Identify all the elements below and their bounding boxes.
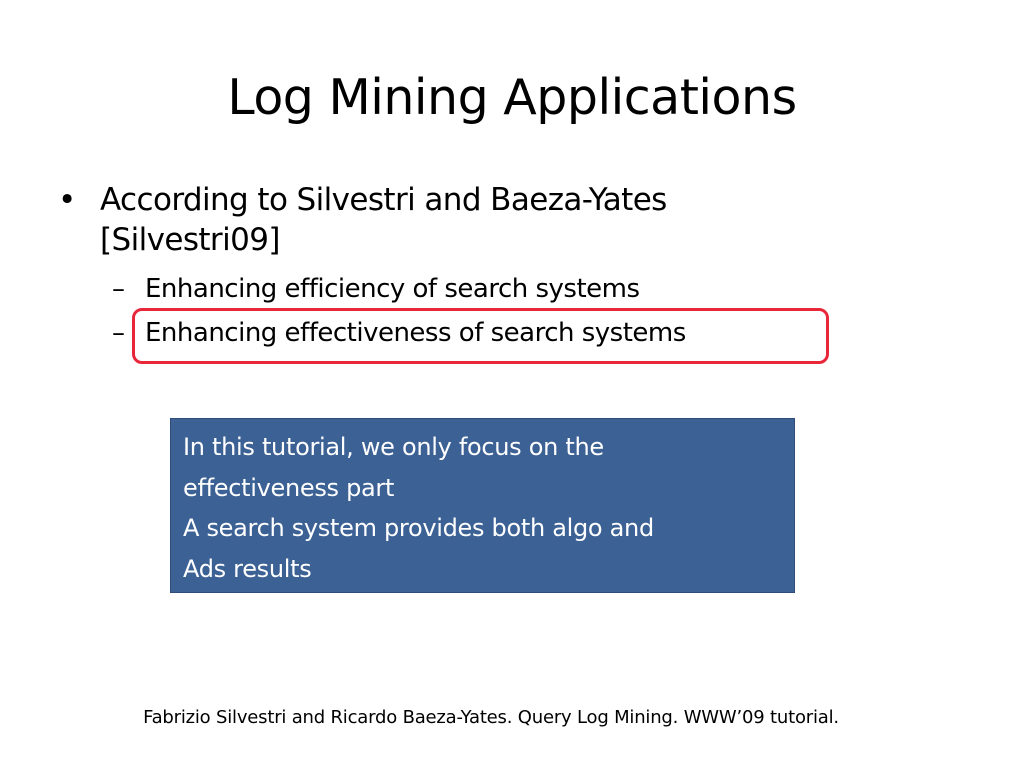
tutorial-note-box <box>170 418 795 593</box>
bullet-dot-icon: • <box>58 182 77 218</box>
dash-icon: – <box>112 318 125 348</box>
slide-title: Log Mining Applications <box>227 69 797 126</box>
note-line: effectiveness part <box>183 473 395 502</box>
highlight-rounded-rectangle <box>132 308 829 364</box>
main-bullet-text: According to Silvestri and Baeza-Yates [Silvestri09] <box>100 182 667 258</box>
sub-item-text: Enhancing effectiveness of search systems <box>145 318 686 348</box>
sub-item-text: Enhancing efficiency of search systems <box>145 274 640 304</box>
citation-footer: Fabrizio Silvestri and Ricardo Baeza-Yates. Query Log Mining. WWW’09 tutorial. <box>143 707 839 728</box>
note-line: In this tutorial, we only focus on the <box>183 433 604 461</box>
note-line: Ads results <box>183 554 312 583</box>
dash-icon: – <box>112 274 125 304</box>
note-line: A search system provides both algo and <box>183 514 654 542</box>
